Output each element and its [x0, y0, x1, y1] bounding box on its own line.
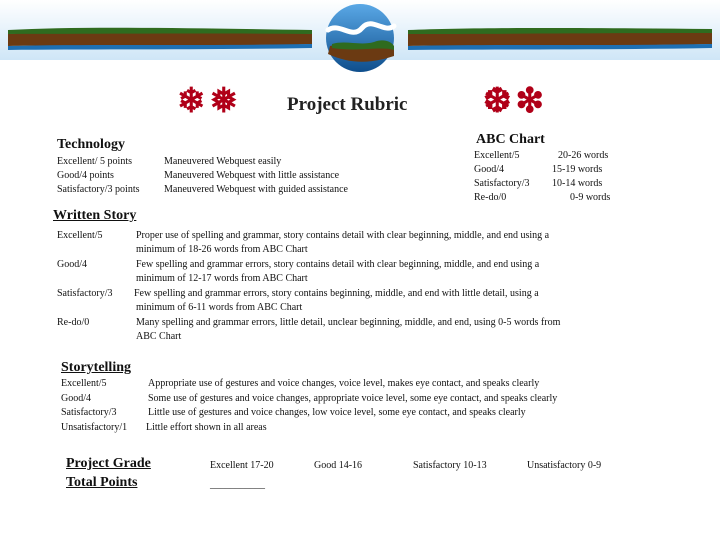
storytelling-desc: Little use of gestures and voice changes, low voice level, some eye contact, and speaks clearly	[148, 407, 526, 418]
technology-level: Excellent/ 5 points	[57, 156, 132, 167]
written-story-desc-line2: minimum of 12-17 words from ABC Chart	[136, 273, 308, 284]
abc-level: Re-do/0	[474, 192, 507, 203]
storytelling-heading: Storytelling	[61, 360, 131, 375]
written-story-desc-line2: minimum of 18-26 words from ABC Chart	[136, 244, 308, 255]
written-story-level: Excellent/5	[57, 230, 103, 241]
storytelling-desc: Appropriate use of gestures and voice changes, voice level, makes eye contact, and speaks clearly	[148, 378, 540, 389]
title-left-ornament: ❄❅	[177, 81, 242, 121]
storytelling-desc: Some use of gestures and voice changes, appropriate voice level, some eye contact, and speaks clearly	[148, 393, 558, 404]
abc-range: 10-14 words	[552, 178, 603, 189]
abc-range: 0-9 words	[570, 192, 611, 203]
written-story-desc-line1: Many spelling and grammar errors, little detail, unclear beginning, middle, and end, using 0-5 words from	[136, 317, 561, 328]
page-title: Project Rubric	[287, 94, 408, 115]
storytelling-level: Satisfactory/3	[61, 407, 117, 418]
storytelling-level: Excellent/5	[61, 378, 107, 389]
storytelling-level: Unsatisfactory/1	[61, 422, 128, 433]
technology-level: Good/4 points	[57, 170, 114, 181]
grade-scale-satisfactory: Satisfactory 10-13	[413, 460, 487, 471]
storytelling-level: Good/4	[61, 393, 91, 404]
written-story-desc-line1: Few spelling and grammar errors, story contains detail with clear beginning, middle, and end using a	[136, 259, 540, 270]
project-grade-heading: Project Grade	[66, 456, 151, 471]
abc-level: Satisfactory/3	[474, 178, 530, 189]
technology-desc: Maneuvered Webquest with guided assistance	[164, 184, 348, 195]
grade-scale-good: Good 14-16	[314, 460, 363, 471]
abc-chart-heading: ABC Chart	[476, 132, 545, 147]
technology-desc: Maneuvered Webquest with little assistance	[164, 170, 340, 181]
written-story-level: Satisfactory/3	[57, 288, 113, 299]
technology-heading: Technology	[57, 137, 125, 152]
written-story-level: Re-do/0	[57, 317, 90, 328]
abc-range: 15-19 words	[552, 164, 603, 175]
header-banner-illustration	[0, 0, 720, 82]
storytelling-desc: Little effort shown in all areas	[146, 422, 267, 433]
total-points-blank: ___________	[210, 479, 265, 490]
written-story-desc-line1: Proper use of spelling and grammar, story contains detail with clear beginning, middle, and end using a	[136, 230, 550, 241]
abc-level: Good/4	[474, 164, 504, 175]
technology-desc: Maneuvered Webquest easily	[164, 156, 282, 167]
title-right-ornament: ❆❇	[483, 81, 548, 121]
written-story-desc-line2: ABC Chart	[136, 331, 182, 342]
grade-scale-unsatisfactory: Unsatisfactory 0-9	[527, 460, 602, 471]
abc-range: 20-26 words	[558, 150, 609, 161]
banner-globe	[326, 4, 394, 72]
written-story-heading: Written Story	[53, 208, 137, 223]
written-story-level: Good/4	[57, 259, 87, 270]
technology-level: Satisfactory/3 points	[57, 184, 140, 195]
written-story-desc-line1: Few spelling and grammar errors, story contains beginning, middle, and end with little detail, using a	[134, 288, 539, 299]
written-story-desc-line2: minimum of 6-11 words from ABC Chart	[136, 302, 303, 313]
total-points-heading: Total Points	[66, 475, 138, 490]
grade-scale-excellent: Excellent 17-20	[210, 460, 274, 471]
abc-level: Excellent/5	[474, 150, 520, 161]
